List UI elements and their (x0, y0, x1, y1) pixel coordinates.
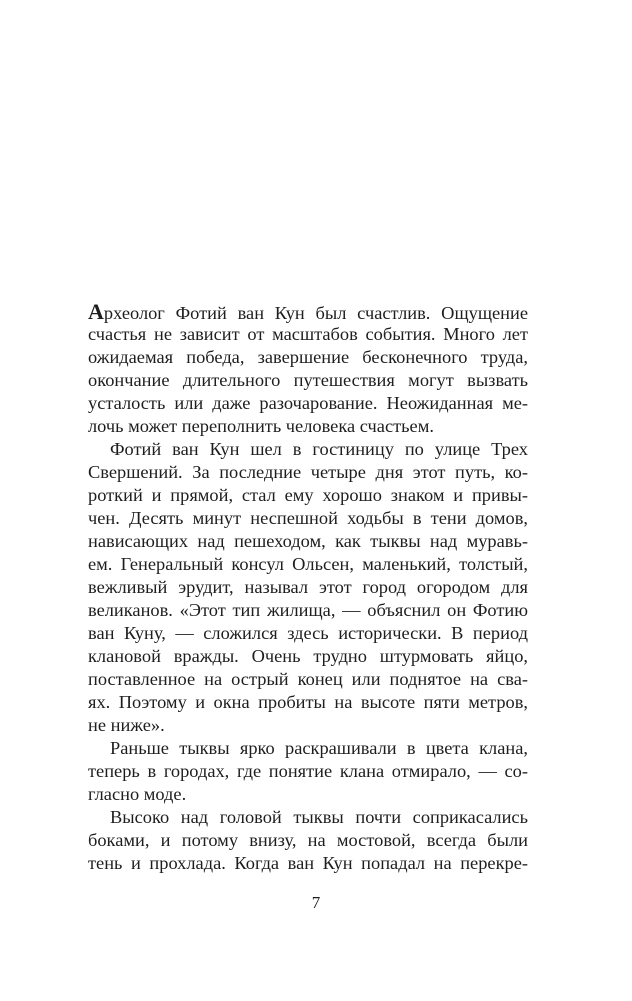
paragraph-4 (88, 806, 528, 875)
text-line: усталость или даже разочарование. Неожиданная ме- (88, 393, 528, 413)
text-line: ожидаемая победа, завершение бесконечного труда, (88, 347, 528, 367)
text-line: теперь в городах, где понятие клана отмирало, — со- (88, 761, 528, 781)
text-line: окончание длительного путешествия могут вызвать (88, 370, 528, 390)
page-number: 7 (311, 893, 321, 912)
body-text (88, 300, 528, 875)
paragraph-1 (88, 300, 528, 438)
text-line: тень и прохлада. Когда ван Кун попадал на перекре- (88, 853, 528, 873)
initial-letter: А (88, 299, 104, 324)
text-line: роткий и прямой, стал ему хорошо знаком и привы- (88, 485, 528, 505)
text-line: не ниже». (88, 715, 165, 735)
text-line: Фотий ван Кун шел в гостиницу по улице Трех (110, 439, 528, 459)
paragraph-2 (88, 438, 528, 737)
text-line: нависающих над пешеходом, как тыквы над муравь- (88, 531, 528, 551)
text-line: ях. Поэтому и окна пробиты на высоте пяти метров, (88, 692, 528, 712)
text-line: поставленное на острый конец или поднятое на сва- (88, 669, 528, 689)
text-line: боками, и потому внизу, на мостовой, всегда были (88, 830, 528, 850)
text-line: Высоко над головой тыквы почти соприкасались (110, 807, 528, 827)
text-line: ван Куну, — сложился здесь исторически. В период (88, 623, 528, 643)
line-text: рхеолог Фотий ван Кун был счастлив. Ощущение (103, 303, 528, 323)
text-line: чен. Десять минут неспешной ходьбы в тени домов, (88, 508, 528, 528)
text-line: счастья не зависит от масштабов события. Много лет (88, 324, 528, 344)
text-line: ем. Генеральный консул Ольсен, маленький, толстый, (88, 554, 528, 574)
text-line: клановой вражды. Очень трудно штурмовать яйцо, (88, 646, 528, 666)
text-line: лочь может переполнить человека счастьем. (88, 416, 434, 436)
text-line (88, 300, 528, 323)
text-line: Свершений. За последние четыре дня этот путь, ко- (88, 462, 528, 482)
paragraph-3 (88, 737, 528, 806)
text-line: великанов. «Этот тип жилища, — объяснил он Фотию (88, 600, 528, 620)
text-line: Раньше тыквы ярко раскрашивали в цвета клана, (110, 738, 528, 758)
text-line: вежливый эрудит, называл этот город огородом для (88, 577, 528, 597)
text-line: гласно моде. (88, 784, 187, 804)
